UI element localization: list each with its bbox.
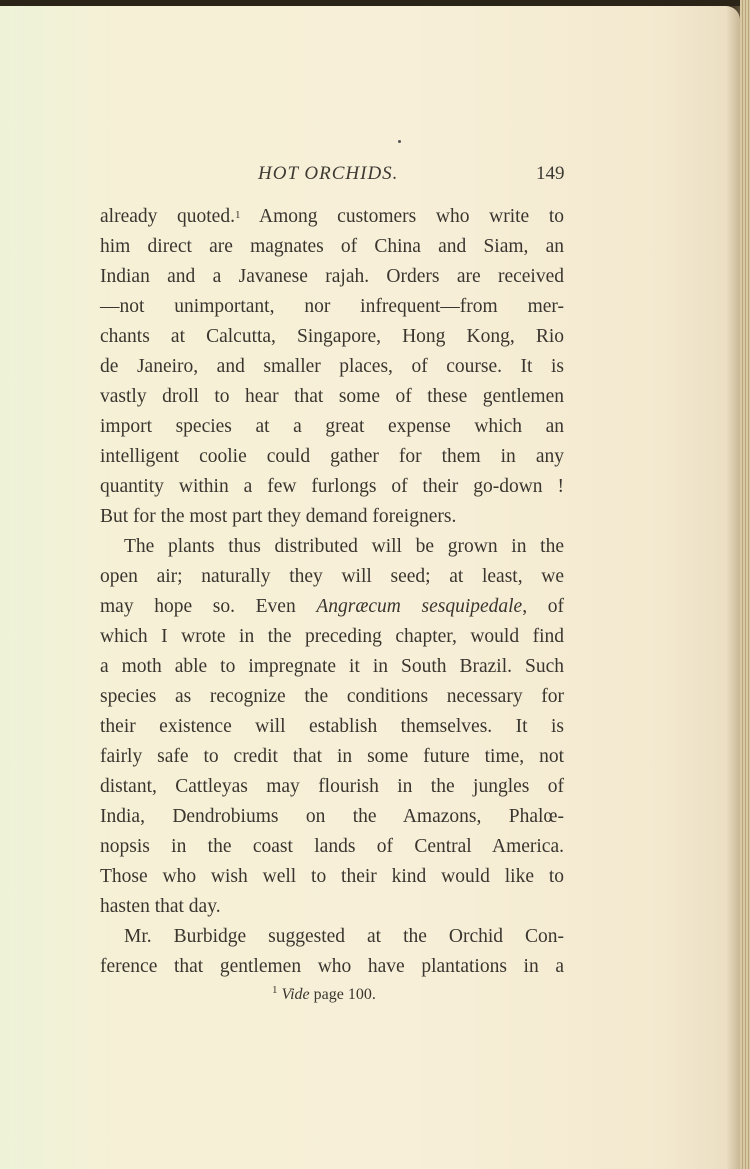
page-number: 149 <box>536 163 565 184</box>
text-line: chants at Calcutta, Singapore, Hong Kong, Rio <box>100 326 564 347</box>
text-line: de Janeiro, and smaller places, of course. It is <box>100 356 564 377</box>
text-line: Those who wish well to their kind would like to <box>100 866 564 887</box>
footnote: $^1$ Vide page 100. <box>272 984 376 1003</box>
text-line: fairly safe to credit that in some future time, not <box>100 746 564 767</box>
text-line: import species at a great expense which an <box>100 416 564 437</box>
ink-speck <box>398 140 401 143</box>
page-edges <box>740 0 750 1169</box>
text-line: But for the most part they demand foreigners. <box>100 506 457 527</box>
book-page <box>0 6 740 1169</box>
text-line: a moth able to impregnate it in South Brazil. Such <box>100 656 564 677</box>
text-line: their existence will establish themselves. It is <box>100 716 564 737</box>
text-line: quantity within a few furlongs of their go-down ! <box>100 476 564 497</box>
footnote-mark: 1 <box>272 984 278 996</box>
text-line: already quoted.$^1$ Among customers who write to <box>100 206 564 227</box>
running-head: HOT ORCHIDS. <box>258 163 399 184</box>
text-line: which I wrote in the preceding chapter, would find <box>100 626 564 647</box>
text-line: species as recognize the conditions necessary for <box>100 686 564 707</box>
text-line: Mr. Burbidge suggested at the Orchid Con- <box>124 926 564 947</box>
text-line: —not unimportant, nor infrequent—from mer- <box>100 296 564 317</box>
text-line: vastly droll to hear that some of these gentlemen <box>100 386 564 407</box>
text-line: India, Dendrobiums on the Amazons, Phalœ- <box>100 806 564 827</box>
text-line: intelligent coolie could gather for them in any <box>100 446 564 467</box>
text-line: distant, Cattleyas may flourish in the jungles of <box>100 776 564 797</box>
footnote-reference: 1 <box>234 209 241 221</box>
text-line: open air; naturally they will seed; at least, we <box>100 566 564 587</box>
italic-species-name: Angræcum sesquipedale <box>316 596 523 617</box>
text-line: may hope so. Even Angræcum sesquipedale, of <box>100 596 564 617</box>
text-line: hasten that day. <box>100 896 221 917</box>
text-line: Indian and a Javanese rajah. Orders are received <box>100 266 564 287</box>
text-line: The plants thus distributed will be grown in the <box>124 536 564 557</box>
text-line: him direct are magnates of China and Siam, an <box>100 236 564 257</box>
text-line: ference that gentlemen who have plantations in a <box>100 956 564 977</box>
text-line: nopsis in the coast lands of Central America. <box>100 836 564 857</box>
